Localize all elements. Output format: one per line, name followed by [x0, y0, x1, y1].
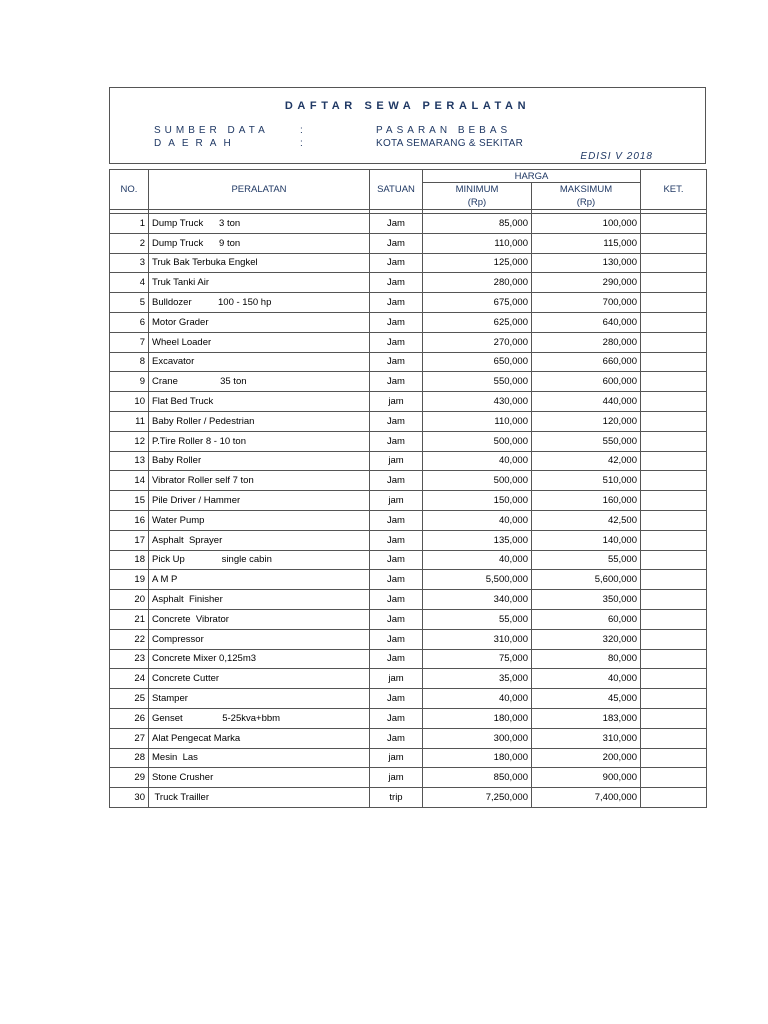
row-equipment: Excavator	[149, 352, 370, 372]
row-no: 12	[110, 431, 149, 451]
row-max-price: 350,000	[532, 590, 641, 610]
row-no: 23	[110, 649, 149, 669]
row-no: 13	[110, 451, 149, 471]
row-unit: Jam	[370, 431, 423, 451]
row-max-price: 42,000	[532, 451, 641, 471]
row-note	[641, 273, 707, 293]
row-equipment: Flat Bed Truck	[149, 392, 370, 412]
row-min-price: 550,000	[423, 372, 532, 392]
row-max-price: 280,000	[532, 332, 641, 352]
row-no: 6	[110, 312, 149, 332]
row-max-price: 45,000	[532, 689, 641, 709]
table-row	[110, 273, 707, 293]
row-max-price: 700,000	[532, 293, 641, 313]
row-equipment: P.Tire Roller 8 - 10 ton	[149, 431, 370, 451]
table-row	[110, 372, 707, 392]
row-equipment: Truk Bak Terbuka Engkel	[149, 253, 370, 273]
row-equipment: Dump Truck 9 ton	[149, 233, 370, 253]
row-min-price: 85,000	[423, 214, 532, 234]
row-max-price: 640,000	[532, 312, 641, 332]
row-no: 16	[110, 510, 149, 530]
table-row	[110, 491, 707, 511]
row-min-price: 110,000	[423, 233, 532, 253]
row-note	[641, 570, 707, 590]
row-unit: Jam	[370, 372, 423, 392]
row-no: 10	[110, 392, 149, 412]
row-min-price: 7,250,000	[423, 788, 532, 808]
row-note	[641, 451, 707, 471]
row-max-price: 160,000	[532, 491, 641, 511]
row-no: 26	[110, 708, 149, 728]
row-note	[641, 669, 707, 689]
row-max-price: 42,500	[532, 510, 641, 530]
row-min-price: 180,000	[423, 708, 532, 728]
row-min-price: 500,000	[423, 471, 532, 491]
row-no: 15	[110, 491, 149, 511]
region-colon: :	[300, 138, 303, 149]
row-note	[641, 550, 707, 570]
table-row	[110, 233, 707, 253]
row-max-price: 510,000	[532, 471, 641, 491]
table-row	[110, 609, 707, 629]
row-no: 29	[110, 768, 149, 788]
table-row	[110, 748, 707, 768]
table-row	[110, 293, 707, 313]
row-equipment: Concrete Cutter	[149, 669, 370, 689]
row-max-price: 140,000	[532, 530, 641, 550]
row-note	[641, 748, 707, 768]
row-equipment: Water Pump	[149, 510, 370, 530]
row-unit: Jam	[370, 312, 423, 332]
row-unit: Jam	[370, 708, 423, 728]
table-row	[110, 214, 707, 234]
row-max-price: 40,000	[532, 669, 641, 689]
row-equipment: Truk Tanki Air	[149, 273, 370, 293]
row-min-price: 300,000	[423, 728, 532, 748]
row-max-price: 120,000	[532, 411, 641, 431]
row-unit: Jam	[370, 253, 423, 273]
row-min-price: 40,000	[423, 451, 532, 471]
table-row	[110, 352, 707, 372]
row-equipment: Baby Roller / Pedestrian	[149, 411, 370, 431]
row-max-price: 310,000	[532, 728, 641, 748]
row-note	[641, 728, 707, 748]
row-no: 14	[110, 471, 149, 491]
row-equipment: Concrete Mixer 0,125m3	[149, 649, 370, 669]
table-row	[110, 530, 707, 550]
row-unit: jam	[370, 392, 423, 412]
row-equipment: Genset 5-25kva+bbm	[149, 708, 370, 728]
row-equipment: Compressor	[149, 629, 370, 649]
row-no: 17	[110, 530, 149, 550]
document-title: DAFTAR SEWA PERALATAN	[284, 100, 531, 112]
row-note	[641, 471, 707, 491]
row-min-price: 650,000	[423, 352, 532, 372]
table-row	[110, 471, 707, 491]
row-no: 11	[110, 411, 149, 431]
row-min-price: 40,000	[423, 510, 532, 530]
row-max-price: 183,000	[532, 708, 641, 728]
row-max-price: 900,000	[532, 768, 641, 788]
row-unit: Jam	[370, 352, 423, 372]
row-equipment: Asphalt Sprayer	[149, 530, 370, 550]
row-max-price: 320,000	[532, 629, 641, 649]
row-no: 27	[110, 728, 149, 748]
table-row	[110, 312, 707, 332]
row-no: 1	[110, 214, 149, 234]
row-no: 22	[110, 629, 149, 649]
row-min-price: 75,000	[423, 649, 532, 669]
row-equipment: Vibrator Roller self 7 ton	[149, 471, 370, 491]
row-no: 7	[110, 332, 149, 352]
row-note	[641, 352, 707, 372]
row-min-price: 430,000	[423, 392, 532, 412]
row-unit: Jam	[370, 570, 423, 590]
row-no: 28	[110, 748, 149, 768]
row-note	[641, 768, 707, 788]
row-max-price: 80,000	[532, 649, 641, 669]
row-min-price: 40,000	[423, 689, 532, 709]
row-note	[641, 510, 707, 530]
row-unit: Jam	[370, 293, 423, 313]
col-header-no: NO.	[110, 170, 149, 210]
col-header-note: KET.	[641, 170, 707, 210]
row-min-price: 675,000	[423, 293, 532, 313]
row-min-price: 270,000	[423, 332, 532, 352]
row-unit: Jam	[370, 411, 423, 431]
table-row	[110, 253, 707, 273]
row-note	[641, 689, 707, 709]
document-header	[109, 87, 706, 164]
col-header-min-label: MINIMUM	[455, 184, 499, 195]
row-unit: jam	[370, 451, 423, 471]
col-header-unit: SATUAN	[370, 170, 423, 210]
row-unit: Jam	[370, 689, 423, 709]
row-no: 24	[110, 669, 149, 689]
row-equipment: Stone Crusher	[149, 768, 370, 788]
row-min-price: 135,000	[423, 530, 532, 550]
row-note	[641, 411, 707, 431]
row-no: 18	[110, 550, 149, 570]
row-equipment: Wheel Loader	[149, 332, 370, 352]
row-unit: Jam	[370, 332, 423, 352]
row-note	[641, 629, 707, 649]
row-unit: Jam	[370, 728, 423, 748]
row-no: 20	[110, 590, 149, 610]
row-no: 3	[110, 253, 149, 273]
row-unit: jam	[370, 491, 423, 511]
source-colon: :	[300, 125, 303, 136]
rental-price-table	[109, 169, 707, 808]
row-equipment: A M P	[149, 570, 370, 590]
row-unit: Jam	[370, 273, 423, 293]
row-note	[641, 649, 707, 669]
row-note	[641, 609, 707, 629]
row-max-price: 660,000	[532, 352, 641, 372]
row-equipment: Pile Driver / Hammer	[149, 491, 370, 511]
row-unit: Jam	[370, 214, 423, 234]
table-row	[110, 570, 707, 590]
row-equipment: Baby Roller	[149, 451, 370, 471]
table-row	[110, 689, 707, 709]
row-note	[641, 590, 707, 610]
table-row	[110, 411, 707, 431]
row-no: 2	[110, 233, 149, 253]
row-min-price: 40,000	[423, 550, 532, 570]
row-max-price: 130,000	[532, 253, 641, 273]
row-equipment: Concrete Vibrator	[149, 609, 370, 629]
col-header-max-unit: (Rp)	[576, 197, 596, 208]
region-value: KOTA SEMARANG & SEKITAR	[376, 138, 524, 149]
col-header-equipment: PERALATAN	[149, 170, 370, 210]
row-min-price: 5,500,000	[423, 570, 532, 590]
row-no: 19	[110, 570, 149, 590]
row-min-price: 110,000	[423, 411, 532, 431]
row-max-price: 115,000	[532, 233, 641, 253]
row-no: 8	[110, 352, 149, 372]
row-max-price: 100,000	[532, 214, 641, 234]
row-unit: Jam	[370, 649, 423, 669]
table-row	[110, 431, 707, 451]
row-no: 4	[110, 273, 149, 293]
row-note	[641, 214, 707, 234]
col-header-price: HARGA	[423, 170, 641, 183]
row-equipment: Pick Up single cabin	[149, 550, 370, 570]
row-max-price: 440,000	[532, 392, 641, 412]
row-note	[641, 253, 707, 273]
table-row	[110, 768, 707, 788]
table-row	[110, 550, 707, 570]
row-min-price: 150,000	[423, 491, 532, 511]
row-unit: Jam	[370, 629, 423, 649]
row-max-price: 200,000	[532, 748, 641, 768]
row-max-price: 600,000	[532, 372, 641, 392]
col-header-max	[532, 183, 641, 210]
row-unit: jam	[370, 669, 423, 689]
row-min-price: 125,000	[423, 253, 532, 273]
row-min-price: 180,000	[423, 748, 532, 768]
row-max-price: 55,000	[532, 550, 641, 570]
table-row	[110, 590, 707, 610]
row-min-price: 55,000	[423, 609, 532, 629]
table-row	[110, 669, 707, 689]
col-header-max-label: MAKSIMUM	[559, 184, 613, 195]
row-note	[641, 372, 707, 392]
row-unit: Jam	[370, 550, 423, 570]
table-row	[110, 510, 707, 530]
row-min-price: 625,000	[423, 312, 532, 332]
row-min-price: 340,000	[423, 590, 532, 610]
row-note	[641, 491, 707, 511]
row-note	[641, 293, 707, 313]
row-unit: Jam	[370, 609, 423, 629]
row-unit: Jam	[370, 590, 423, 610]
row-note	[641, 332, 707, 352]
row-note	[641, 431, 707, 451]
table-row	[110, 649, 707, 669]
row-note	[641, 312, 707, 332]
row-note	[641, 788, 707, 808]
table-row	[110, 629, 707, 649]
row-equipment: Motor Grader	[149, 312, 370, 332]
row-no: 5	[110, 293, 149, 313]
row-max-price: 5,600,000	[532, 570, 641, 590]
col-header-min-unit: (Rp)	[467, 197, 487, 208]
row-unit: Jam	[370, 233, 423, 253]
row-equipment: Crane 35 ton	[149, 372, 370, 392]
row-min-price: 310,000	[423, 629, 532, 649]
row-min-price: 850,000	[423, 768, 532, 788]
source-value: PASARAN BEBAS	[376, 125, 512, 136]
row-no: 9	[110, 372, 149, 392]
row-unit: jam	[370, 748, 423, 768]
row-unit: trip	[370, 788, 423, 808]
row-max-price: 7,400,000	[532, 788, 641, 808]
row-equipment: Alat Pengecat Marka	[149, 728, 370, 748]
row-min-price: 35,000	[423, 669, 532, 689]
edition-label: EDISI V 2018	[580, 151, 653, 162]
table-row	[110, 708, 707, 728]
table-row	[110, 788, 707, 808]
row-min-price: 280,000	[423, 273, 532, 293]
row-equipment: Dump Truck 3 ton	[149, 214, 370, 234]
row-equipment: Mesin Las	[149, 748, 370, 768]
table-body	[110, 214, 707, 808]
row-unit: Jam	[370, 510, 423, 530]
table-row	[110, 392, 707, 412]
table-row	[110, 728, 707, 748]
row-equipment: Stamper	[149, 689, 370, 709]
row-max-price: 550,000	[532, 431, 641, 451]
row-no: 25	[110, 689, 149, 709]
row-note	[641, 530, 707, 550]
row-unit: Jam	[370, 471, 423, 491]
table-row	[110, 332, 707, 352]
col-header-min	[423, 183, 532, 210]
row-no: 30	[110, 788, 149, 808]
row-no: 21	[110, 609, 149, 629]
row-max-price: 290,000	[532, 273, 641, 293]
row-note	[641, 233, 707, 253]
table-row	[110, 451, 707, 471]
row-note	[641, 392, 707, 412]
row-equipment: Bulldozer 100 - 150 hp	[149, 293, 370, 313]
source-label: SUMBER DATA	[154, 125, 269, 136]
row-unit: Jam	[370, 530, 423, 550]
row-unit: jam	[370, 768, 423, 788]
row-equipment: Truck Trailler	[149, 788, 370, 808]
row-min-price: 500,000	[423, 431, 532, 451]
row-max-price: 60,000	[532, 609, 641, 629]
region-label: DAERAH	[154, 138, 238, 149]
row-equipment: Asphalt Finisher	[149, 590, 370, 610]
row-note	[641, 708, 707, 728]
